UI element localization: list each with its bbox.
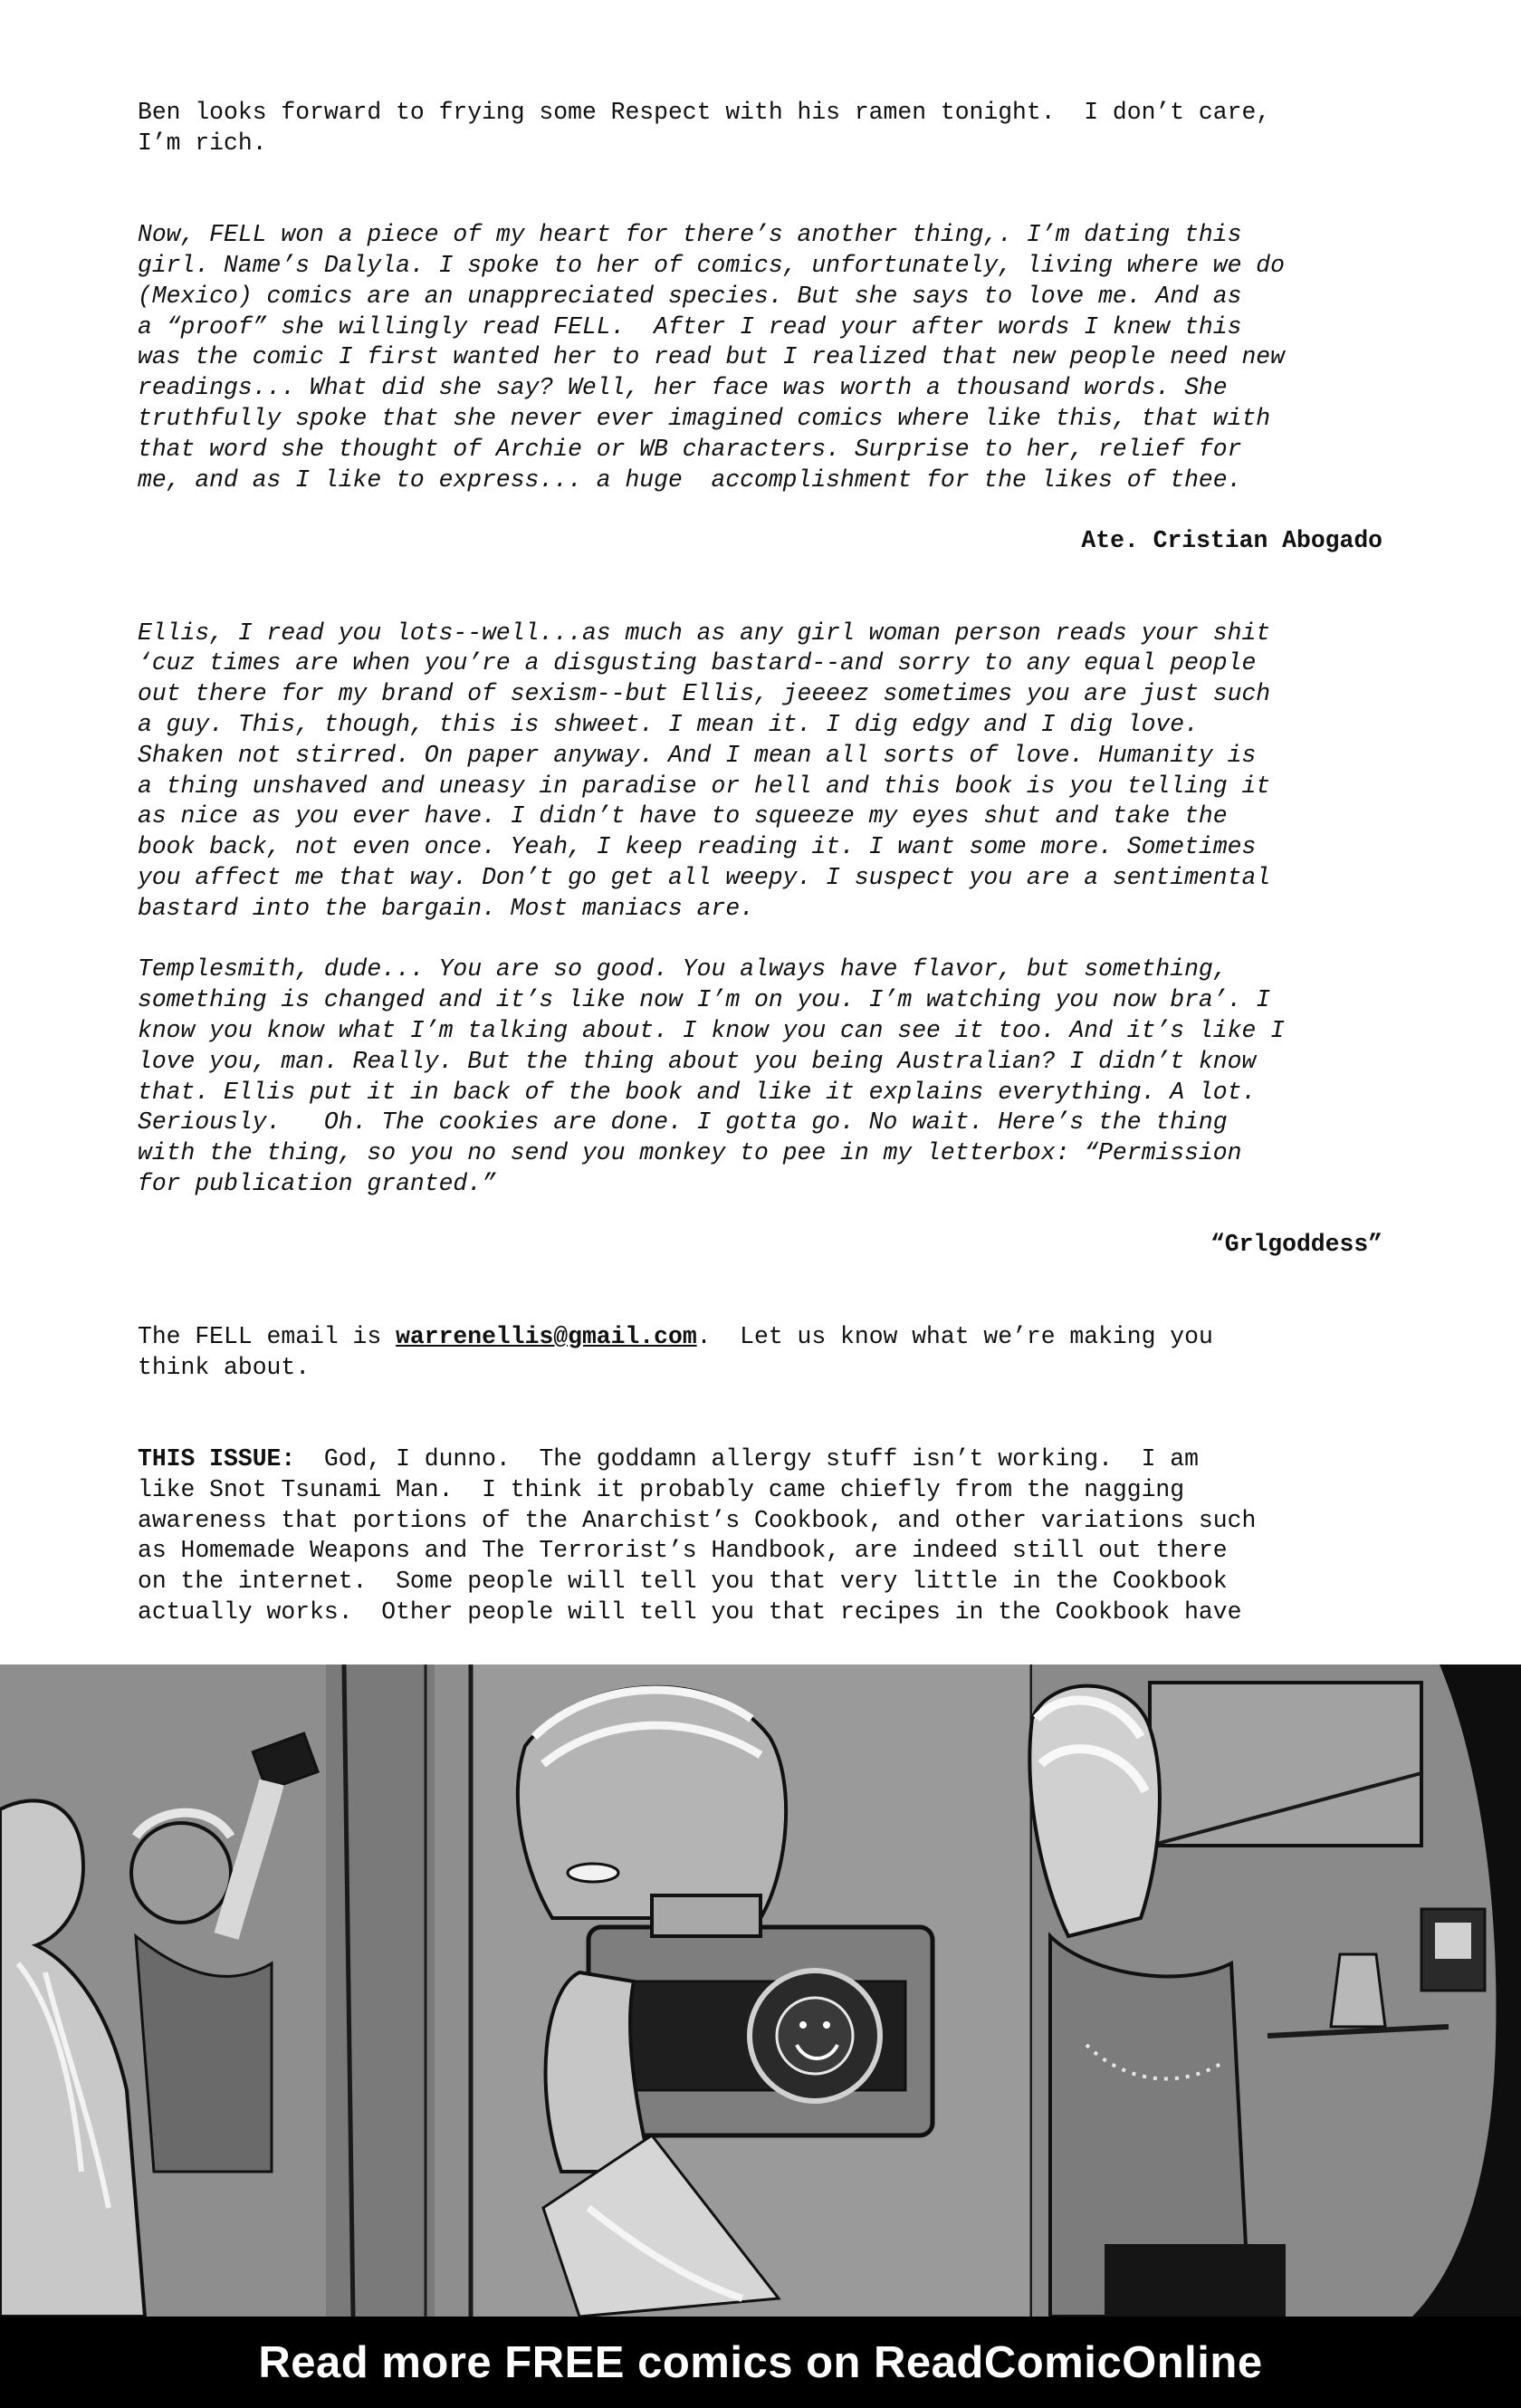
letter-2-line: you affect me that way. Don’t go get all weepy. I suspect you are a sentimental bbox=[138, 863, 1271, 891]
letter-2-line: with the thing, so you no send you monkey to pee in my letterbox: “Permission bbox=[138, 1139, 1242, 1167]
comic-art bbox=[0, 1664, 1521, 2317]
intro-line-1: Ben looks forward to frying some Respect with his ramen tonight. I don’t care, bbox=[138, 99, 1271, 126]
letter-1-line: girl. Name’s Dalyla. I spoke to her of comics, unfortunately, living where we do bbox=[138, 251, 1285, 279]
letter-2-paragraph-2 bbox=[138, 955, 1382, 1199]
letter-2-line: Templesmith, dude... You are so good. You always have flavor, but something, bbox=[138, 955, 1228, 983]
letter-2-line: something is changed and it’s like now I’m on you. I’m watching you now bra’. I bbox=[138, 986, 1271, 1014]
letter-2-line: Ellis, I read you lots--well...as much as any girl woman person reads your shit bbox=[138, 619, 1271, 647]
letter-2-paragraph-1 bbox=[138, 619, 1382, 925]
letter-1-line: Now, FELL won a piece of my heart for there’s another thing,. I’m dating this bbox=[138, 221, 1242, 249]
letter-2-line: Seriously. Oh. The cookies are done. I gotta go. No wait. Here’s the thing bbox=[138, 1108, 1228, 1137]
letter-2-line: a thing unshaved and uneasy in paradise or hell and this book is you telling it bbox=[138, 772, 1271, 800]
letter-2-line: know you know what I’m talking about. I know you can see it too. And it’s like I bbox=[138, 1016, 1285, 1044]
email-paragraph bbox=[138, 1322, 1382, 1384]
letter-1-line: truthfully spoke that she never ever imagined comics where like this, that with bbox=[138, 404, 1271, 432]
letter-2-line: ‘cuz times are when you’re a disgusting bastard--and sorry to any equal people bbox=[138, 649, 1257, 677]
intro-line-2: I’m rich. bbox=[138, 129, 267, 157]
intro-paragraph bbox=[138, 98, 1382, 159]
this-issue-line: on the internet. Some people will tell you that very little in the Cookbook bbox=[138, 1568, 1228, 1596]
letter-1-signature: Ate. Cristian Abogado bbox=[1081, 527, 1382, 555]
letter-2-line: out there for my brand of sexism--but Ellis, jeeeez sometimes you are just such bbox=[138, 680, 1271, 708]
this-issue-line: actually works. Other people will tell you that recipes in the Cookbook have bbox=[138, 1598, 1242, 1626]
this-issue-paragraph bbox=[138, 1444, 1382, 1628]
footer-banner[interactable] bbox=[0, 2317, 1521, 2408]
email-suffix: . Let us know what we’re making you bbox=[696, 1322, 1213, 1350]
letter-2-line: Shaken not stirred. On paper anyway. And I mean all sorts of love. Humanity is bbox=[138, 741, 1257, 769]
letter-1-line: me, and as I like to express... a huge accomplishment for the likes of thee. bbox=[138, 465, 1242, 494]
letter-1-line: was the comic I first wanted her to read but I realized that new people need new bbox=[138, 343, 1285, 371]
this-issue-line: like Snot Tsunami Man. I think it probably came chiefly from the nagging bbox=[138, 1475, 1185, 1503]
letter-2-line: as nice as you ever have. I didn’t have to squeeze my eyes shut and take the bbox=[138, 802, 1228, 830]
this-issue-line: God, I dunno. The goddamn allergy stuff isn’t working. I am bbox=[295, 1445, 1199, 1473]
letter-2-line: love you, man. Really. But the thing about you being Australian? I didn’t know bbox=[138, 1047, 1257, 1075]
this-issue-label: THIS ISSUE: bbox=[138, 1445, 296, 1473]
email-prefix: The FELL email is bbox=[138, 1322, 397, 1350]
email-link[interactable]: warrenellis@gmail.com bbox=[396, 1322, 697, 1350]
letter-2-signature: “Grlgoddess” bbox=[1210, 1231, 1382, 1259]
letter-2-line: that. Ellis put it in back of the book and like it explains everything. A lot. bbox=[138, 1078, 1257, 1106]
letter-2-line: book back, not even once. Yeah, I keep reading it. I want some more. Sometimes bbox=[138, 833, 1257, 861]
letter-1-body bbox=[138, 220, 1382, 495]
letter-1-line: that word she thought of Archie or WB characters. Surprise to her, relief for bbox=[138, 435, 1242, 463]
letters-column bbox=[138, 98, 1382, 1628]
letter-1-line: readings... What did she say? Well, her face was worth a thousand words. She bbox=[138, 374, 1228, 402]
letter-2-line: for publication granted.” bbox=[138, 1169, 496, 1197]
footer-banner-text[interactable]: Read more FREE comics on ReadComicOnline bbox=[258, 2337, 1263, 2387]
this-issue-line: as Homemade Weapons and The Terrorist’s Handbook, are indeed still out there bbox=[138, 1537, 1228, 1565]
letter-1-line: (Mexico) comics are an unappreciated species. But she says to love me. And as bbox=[138, 282, 1242, 310]
email-line-2: think about. bbox=[138, 1353, 311, 1381]
this-issue-line: awareness that portions of the Anarchist’s Cookbook, and other variations such bbox=[138, 1506, 1257, 1534]
comic-panel-illustration bbox=[0, 1664, 1521, 2317]
letter-2-line: bastard into the bargain. Most maniacs are. bbox=[138, 894, 754, 922]
letter-2-line: a guy. This, though, this is shweet. I mean it. I dig edgy and I dig love. bbox=[138, 710, 1199, 738]
letter-1-line: a “proof” she willingly read FELL. After I read your after words I knew this bbox=[138, 312, 1242, 341]
